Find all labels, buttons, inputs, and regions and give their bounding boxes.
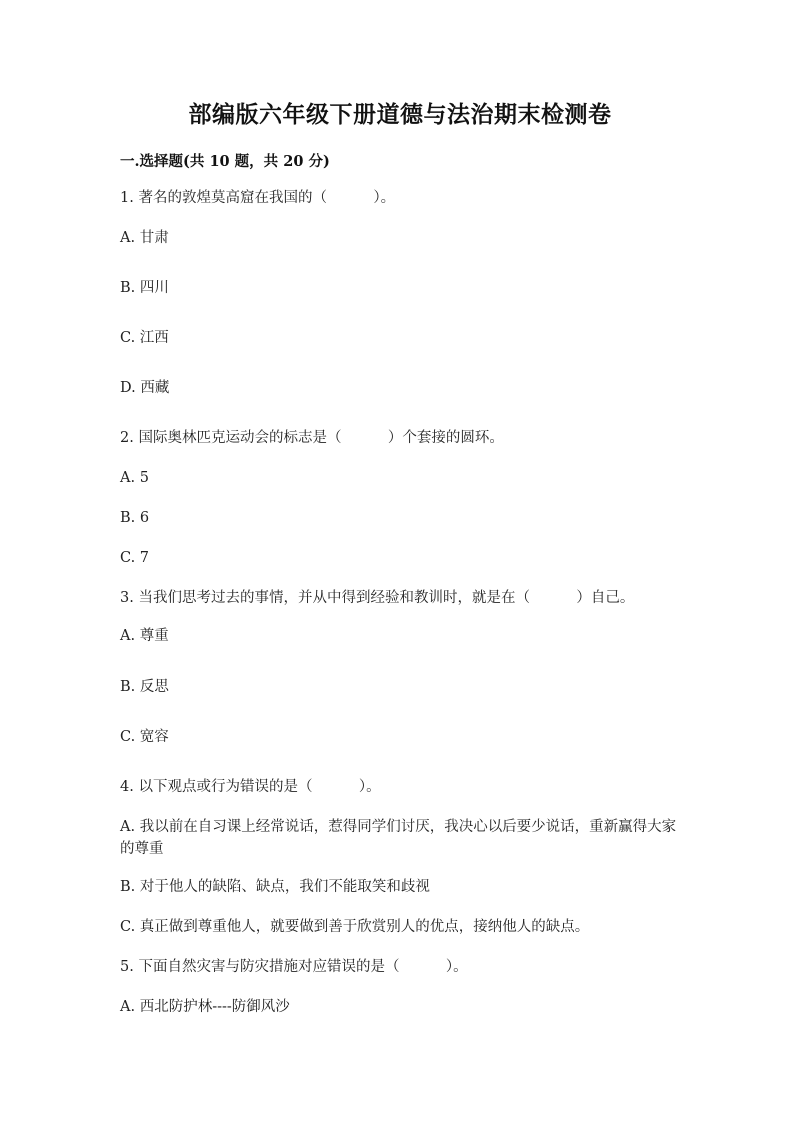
question-3-option-c: C. 宽容: [120, 729, 169, 745]
question-stem-text: ）。: [373, 190, 396, 206]
question-1-stem: [120, 187, 395, 209]
question-stem-text: ）自己。: [576, 590, 635, 606]
question-5-option-a: A. 西北防护林----防御风沙: [120, 999, 290, 1015]
question-3-stem: [120, 587, 634, 609]
question-2-option-b: B. 6: [120, 510, 150, 526]
question-stem-text: 5. 下面自然灾害与防灾措施对应错误的是（: [120, 959, 400, 975]
question-stem-text: ）。: [445, 959, 468, 975]
question-5-stem: [120, 956, 468, 978]
section-heading: 一.选择题(共 10 题，共 20 分): [120, 153, 330, 170]
question-4-option-b: B. 对于他人的缺陷、缺点，我们不能取笑和歧视: [120, 879, 430, 895]
question-stem-text: 2. 国际奥林匹克运动会的标志是（: [120, 430, 342, 446]
question-4-option-a: A. 我以前在自习课上经常说话，惹得同学们讨厌，我决心以后要少说话，重新赢得大家的尊重: [120, 819, 677, 857]
question-1-option-a: A. 甘肃: [120, 230, 169, 246]
question-3-option-b: B. 反思: [120, 679, 169, 695]
question-2-option-c: C. 7: [120, 550, 150, 566]
question-2-stem: [120, 427, 504, 449]
question-4-stem: [120, 776, 381, 798]
question-1-option-c: C. 江西: [120, 330, 169, 346]
question-stem-text: ）。: [358, 779, 381, 795]
question-stem-text: ）个套接的圆环。: [387, 430, 504, 446]
question-3-option-a: A. 尊重: [120, 628, 169, 644]
question-2-option-a: A. 5: [120, 470, 149, 486]
question-stem-text: 4. 以下观点或行为错误的是（: [120, 779, 313, 795]
question-stem-text: 1. 著名的敦煌莫高窟在我国的（: [120, 190, 327, 206]
question-stem-text: 3. 当我们思考过去的事情，并从中得到经验和教训时，就是在（: [120, 590, 530, 606]
question-4-option-c: C. 真正做到尊重他人，就要做到善于欣赏别人的优点，接纳他人的缺点。: [120, 919, 590, 935]
question-1-option-b: B. 四川: [120, 280, 169, 296]
question-1-option-d: D. 西藏: [120, 380, 170, 396]
page-title: 部编版六年级下册道德与法治期末检测卷: [188, 101, 612, 128]
